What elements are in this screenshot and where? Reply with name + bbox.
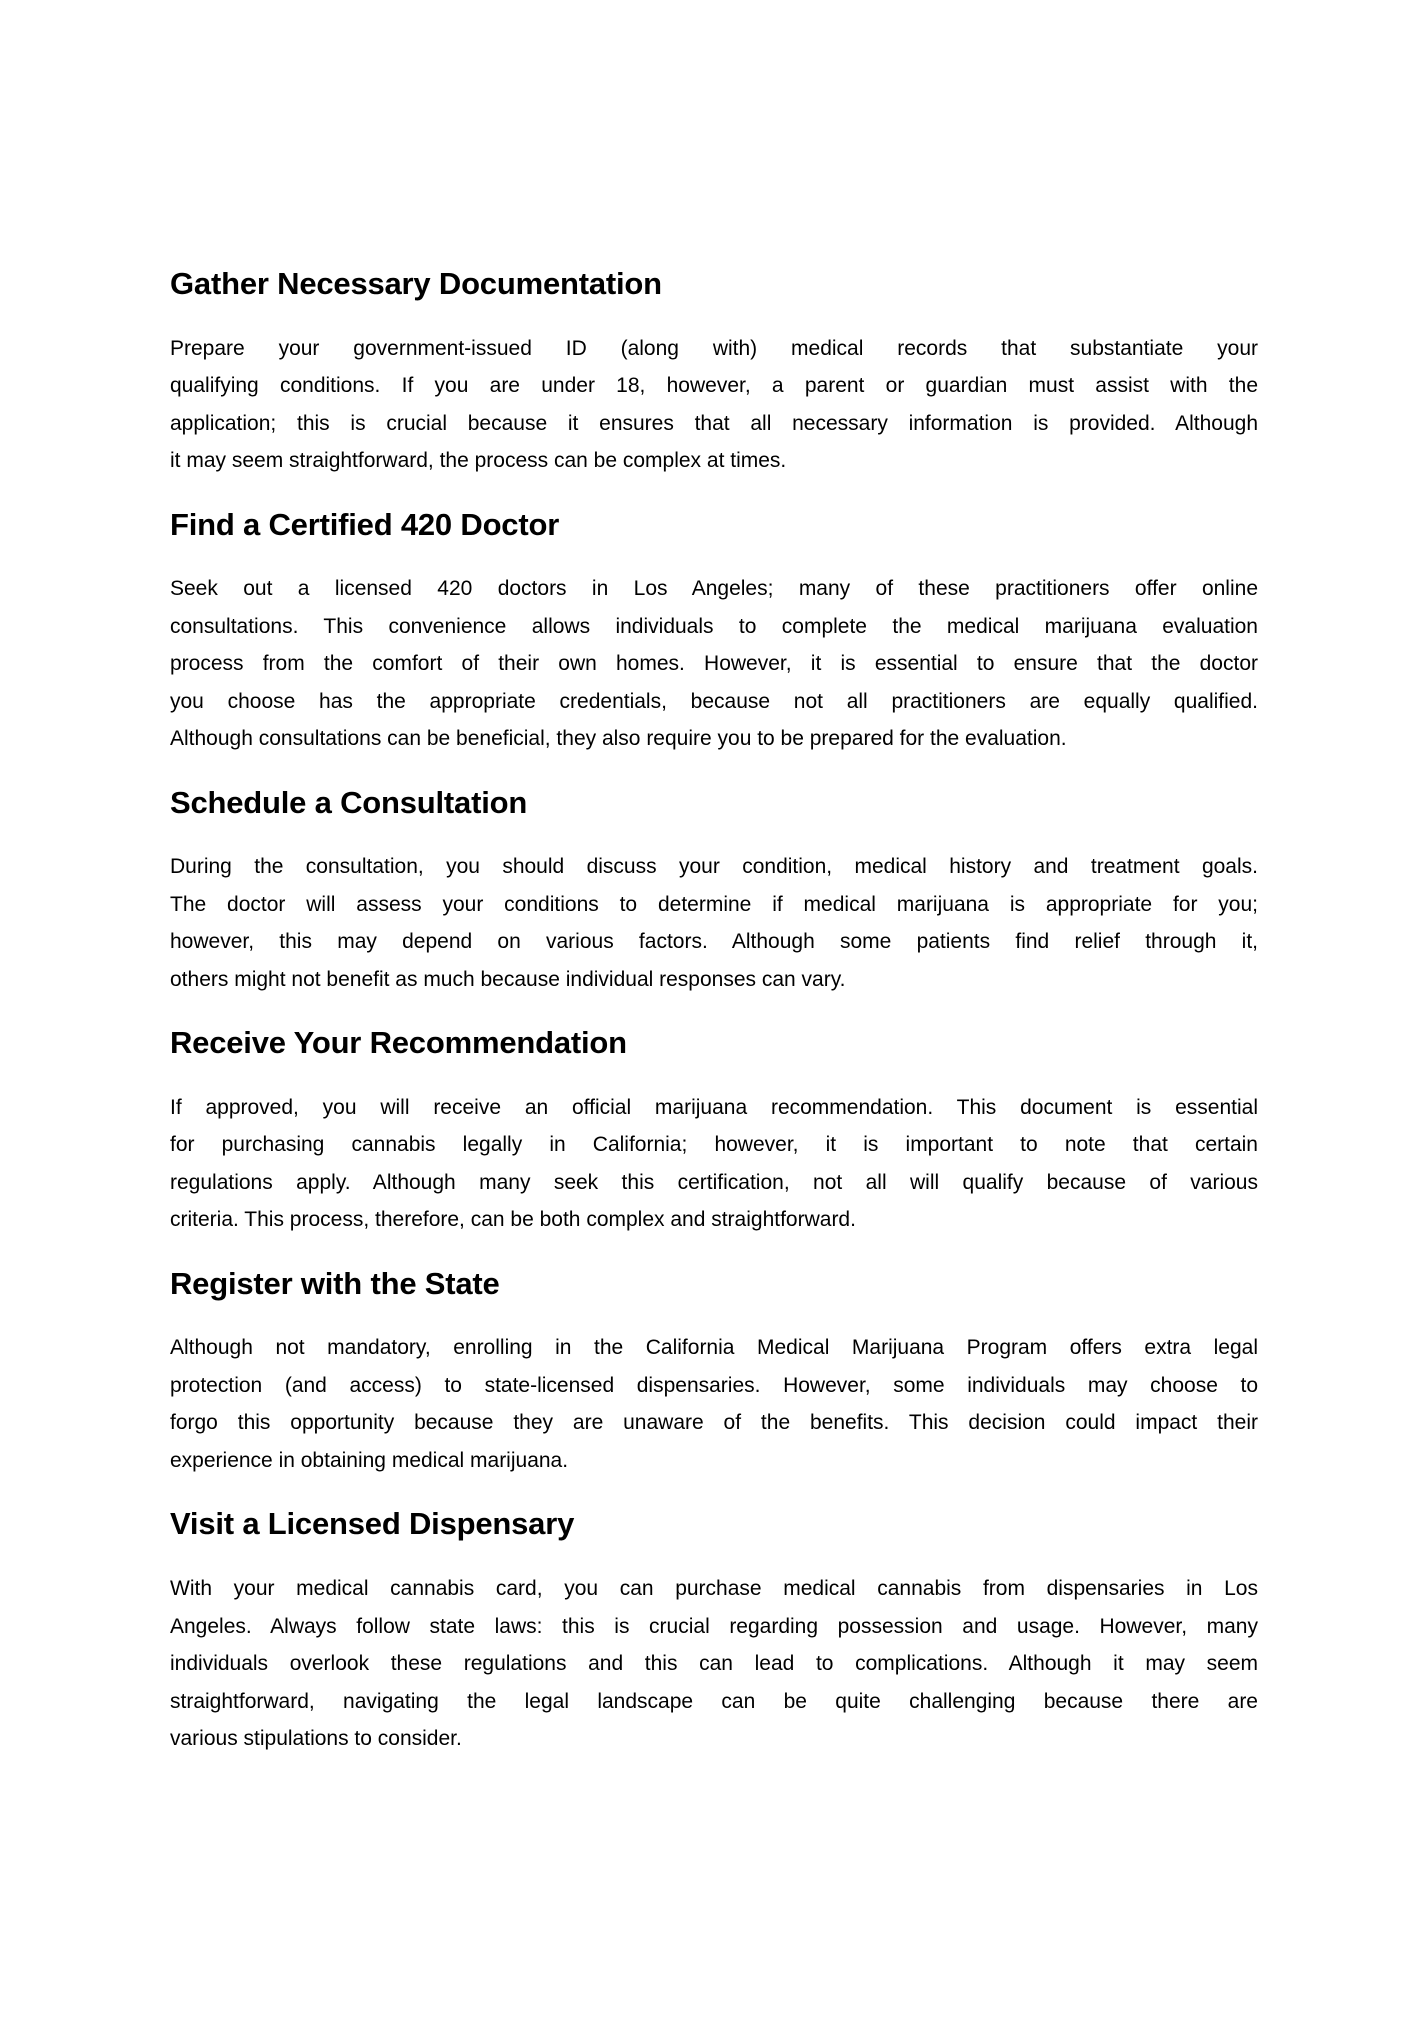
paragraph-line: protection (and access) to state-licensed dispensaries. However, some individuals may choose to — [170, 1373, 1258, 1397]
paragraph-line: The doctor will assess your conditions to determine if medical marijuana is appropriate for you; — [170, 892, 1258, 916]
section-paragraph — [170, 1089, 1258, 1239]
paragraph-line: If approved, you will receive an official marijuana recommendation. This document is essential — [170, 1095, 1258, 1119]
section-heading: Find a Certified 420 Doctor — [170, 506, 560, 542]
paragraph-line: With your medical cannabis card, you can purchase medical cannabis from dispensaries in Los — [170, 1577, 1258, 1601]
section-paragraph — [170, 1329, 1258, 1479]
section-paragraph — [170, 1570, 1258, 1758]
section-visit-dispensary — [170, 1504, 1258, 1757]
paragraph-line: it may seem straightforward, the process can be complex at times. — [170, 449, 787, 473]
paragraph-line: regulations apply. Although many seek this certification, not all will qualify because of various — [170, 1170, 1258, 1194]
section-paragraph — [170, 330, 1258, 480]
section-heading: Receive Your Recommendation — [170, 1025, 627, 1061]
document-content — [170, 264, 1258, 1758]
paragraph-line: criteria. This process, therefore, can be both complex and straightforward. — [170, 1208, 856, 1232]
paragraph-line: experience in obtaining medical marijuana. — [170, 1448, 569, 1472]
paragraph-line: straightforward, navigating the legal landscape can be quite challenging because there are — [170, 1689, 1258, 1713]
paragraph-line: Although not mandatory, enrolling in the California Medical Marijuana Program offers extra legal — [170, 1336, 1258, 1360]
section-heading: Visit a Licensed Dispensary — [170, 1506, 575, 1542]
section-heading: Gather Necessary Documentation — [170, 266, 662, 301]
section-paragraph — [170, 848, 1258, 998]
paragraph-line: for purchasing cannabis legally in California; however, it is important to note that certain — [170, 1133, 1258, 1157]
paragraph-line: various stipulations to consider. — [170, 1727, 462, 1751]
paragraph-line: you choose has the appropriate credentials, because not all practitioners are equally qualified. — [170, 689, 1258, 713]
paragraph-line: forgo this opportunity because they are unaware of the benefits. This decision could impact their — [170, 1411, 1258, 1435]
paragraph-line: Although consultations can be beneficial, they also require you to be prepared for the evaluation. — [170, 727, 1067, 751]
paragraph-line: application; this is crucial because it ensures that all necessary information is provided. Although — [170, 411, 1258, 435]
section-find-doctor — [170, 505, 1258, 758]
paragraph-line: Prepare your government-issued ID (along with) medical records that substantiate your — [170, 336, 1258, 360]
section-receive-recommendation — [170, 1023, 1258, 1239]
section-paragraph — [170, 570, 1258, 758]
paragraph-line: During the consultation, you should discuss your condition, medical history and treatment goals. — [170, 855, 1258, 879]
section-heading: Register with the State — [170, 1265, 500, 1301]
section-gather-documentation — [170, 264, 1258, 480]
paragraph-line: consultations. This convenience allows individuals to complete the medical marijuana evaluation — [170, 614, 1258, 638]
section-schedule-consultation — [170, 783, 1258, 999]
paragraph-line: process from the comfort of their own homes. However, it is essential to ensure that the doctor — [170, 652, 1258, 676]
section-heading: Schedule a Consultation — [170, 784, 528, 820]
paragraph-line: individuals overlook these regulations and this can lead to complications. Although it may seem — [170, 1652, 1258, 1676]
paragraph-line: however, this may depend on various factors. Although some patients find relief through it, — [170, 930, 1258, 954]
paragraph-line: qualifying conditions. If you are under 18, however, a parent or guardian must assist with the — [170, 374, 1258, 398]
paragraph-line: Angeles. Always follow state laws: this is crucial regarding possession and usage. However, many — [170, 1614, 1258, 1638]
paragraph-line: Seek out a licensed 420 doctors in Los Angeles; many of these practitioners offer online — [170, 577, 1258, 601]
section-register-state — [170, 1264, 1258, 1480]
paragraph-line: others might not benefit as much because individual responses can vary. — [170, 967, 846, 991]
